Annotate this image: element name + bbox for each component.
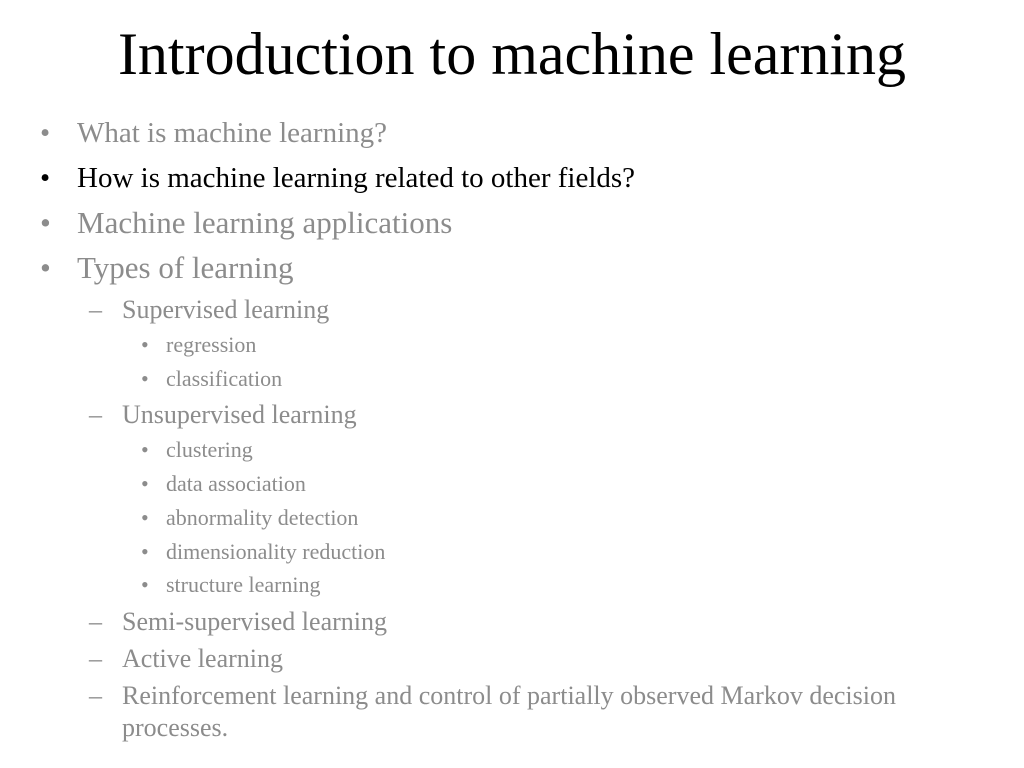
item-text: data association: [166, 471, 306, 496]
bullet-text: Machine learning applications: [77, 205, 453, 240]
sub-bullet-text: Unsupervised learning: [122, 400, 357, 429]
item-text: dimensionality reduction: [166, 539, 386, 564]
dash-marker: –: [89, 295, 102, 324]
bullet-marker: •: [141, 572, 149, 597]
bullet-text: What is machine learning?: [77, 117, 388, 149]
bullet-marker: •: [141, 437, 149, 462]
bullet-marker: •: [40, 162, 51, 194]
item-text: abnormality detection: [166, 505, 359, 530]
bullet-marker: •: [141, 366, 149, 391]
dash-marker: –: [89, 607, 102, 636]
bullet-marker: •: [141, 505, 149, 530]
bullet-text: How is machine learning related to other fields?: [77, 162, 636, 194]
item-text: regression: [166, 332, 257, 357]
sub-bullet-text: Reinforcement learning and control of partially observed Markov decision processes.: [122, 681, 896, 742]
sub-bullet-text: Active learning: [122, 644, 283, 673]
item-text: structure learning: [166, 572, 321, 597]
dash-marker: –: [89, 681, 102, 710]
item-text: classification: [166, 366, 283, 391]
bullet-marker: •: [141, 332, 149, 357]
slide-title: Introduction to machine learning: [117, 21, 907, 87]
bullet-marker: •: [141, 471, 149, 496]
dash-marker: –: [89, 644, 102, 673]
bullet-marker: •: [141, 539, 149, 564]
item-text: clustering: [166, 437, 253, 462]
bullet-marker: •: [40, 205, 51, 240]
bullet-marker: •: [40, 117, 51, 149]
sub-bullet-text: Supervised learning: [122, 295, 330, 324]
bullet-marker: •: [40, 250, 51, 285]
sub-bullet-text: Semi-supervised learning: [122, 607, 387, 636]
dash-marker: –: [89, 400, 102, 429]
bullet-text: Types of learning: [77, 250, 294, 285]
